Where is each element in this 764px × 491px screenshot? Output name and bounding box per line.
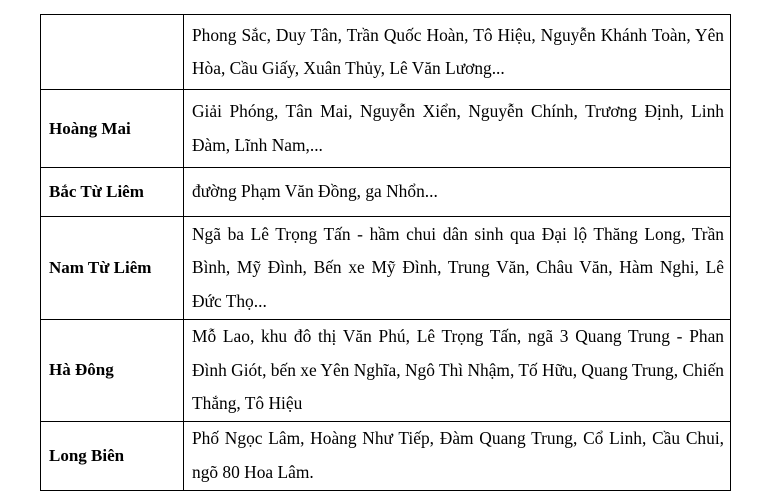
district-name: Hoàng Mai [41, 90, 184, 168]
table-row [41, 320, 731, 422]
table-row [41, 90, 731, 168]
flood-streets-table [40, 14, 731, 491]
district-name [41, 15, 184, 90]
district-name: Nam Từ Liêm [41, 217, 184, 320]
street-list: Phố Ngọc Lâm, Hoàng Như Tiếp, Đàm Quang Trung, Cổ Linh, Cầu Chui, ngõ 80 Hoa Lâm. [184, 421, 731, 490]
district-name: Hà Đông [41, 320, 184, 422]
district-name: Long Biên [41, 421, 184, 490]
street-list: Phong Sắc, Duy Tân, Trần Quốc Hoàn, Tô Hiệu, Nguyễn Khánh Toàn, Yên Hòa, Cầu Giấy, Xuân Thủy, Lê Văn Lương... [184, 15, 731, 90]
street-list: Mỗ Lao, khu đô thị Văn Phú, Lê Trọng Tấn, ngã 3 Quang Trung - Phan Đình Giót, bến xe Yên Nghĩa, Ngô Thì Nhậm, Tố Hữu, Quang Trung, Chiến Thắng, Tô Hiệu [184, 320, 731, 422]
table-row [41, 15, 731, 90]
street-list: Ngã ba Lê Trọng Tấn - hầm chui dân sinh qua Đại lộ Thăng Long, Trần Bình, Mỹ Đình, Bến xe Mỹ Đình, Trung Văn, Châu Văn, Hàm Nghi, Lê Đức Thọ... [184, 217, 731, 320]
table-row [41, 168, 731, 217]
table-row [41, 217, 731, 320]
street-list: đường Phạm Văn Đồng, ga Nhổn... [184, 168, 731, 217]
street-list: Giải Phóng, Tân Mai, Nguyễn Xiển, Nguyễn Chính, Trương Định, Linh Đàm, Lĩnh Nam,... [184, 90, 731, 168]
district-name: Bắc Từ Liêm [41, 168, 184, 217]
